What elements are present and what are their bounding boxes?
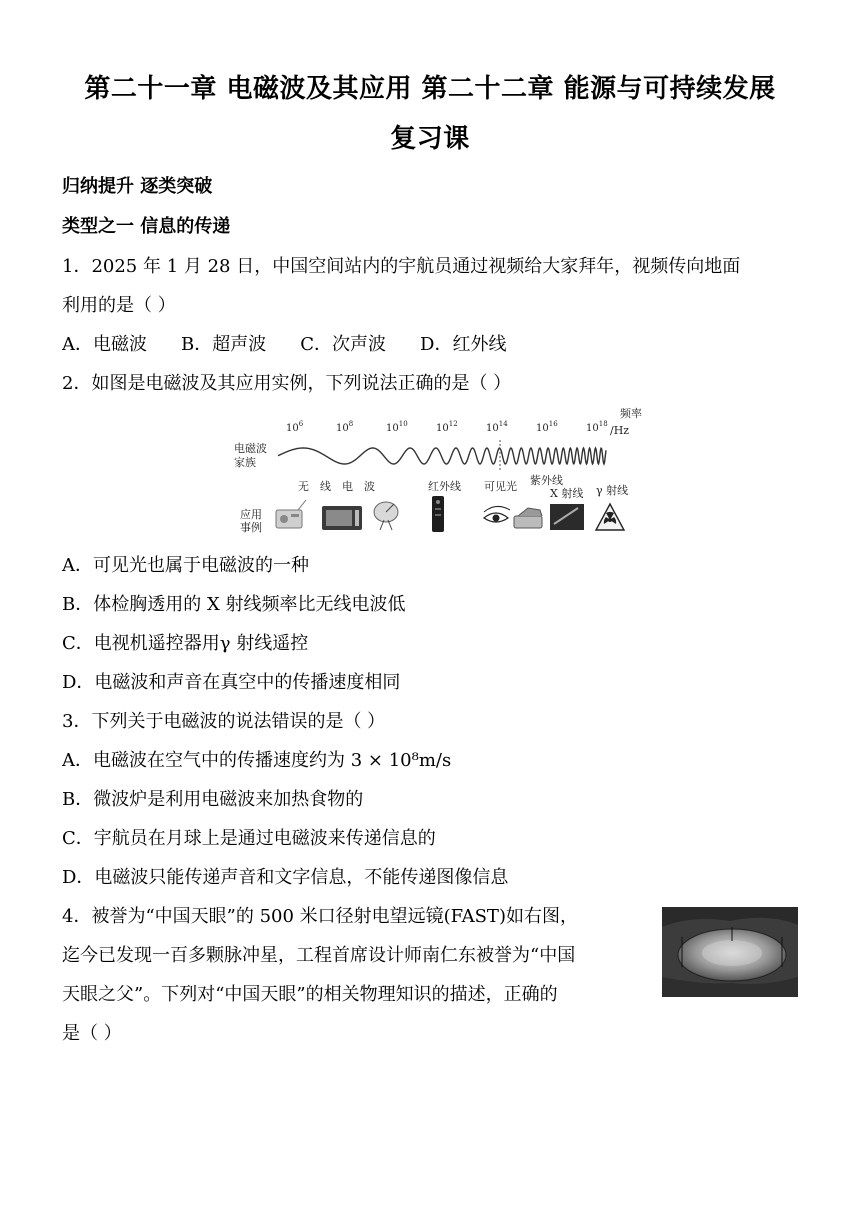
band-radio-label: 无 线 电 波 xyxy=(298,480,375,493)
tick-10-12: $10^{12}$ xyxy=(436,420,458,434)
q4-stem-line-1: 4．被誉为“中国天眼”的 500 米口径射电望远镜(FAST)如右图， xyxy=(62,906,578,927)
q3-option-d: D．电磁波只能传递声音和文字信息，不能传递图像信息 xyxy=(62,867,509,888)
q4-stem-line-4: 是（ ） xyxy=(62,1023,122,1044)
tick-10-14: $10^{14}$ xyxy=(486,420,508,434)
q2-stem: 2．如图是电磁波及其应用实例，下列说法正确的是（ ） xyxy=(62,373,512,394)
q2-option-d: D．电磁波和声音在真空中的传播速度相同 xyxy=(62,672,401,693)
band-xray-label: X 射线 xyxy=(550,487,584,500)
q1-option-c: C．次声波 xyxy=(300,334,387,355)
figure-app-label-1: 应用 xyxy=(240,508,262,521)
figure-family-label-1: 电磁波 xyxy=(234,442,267,455)
q2-option-a: A．可见光也属于电磁波的一种 xyxy=(62,555,309,576)
uv-sterilizer-icon xyxy=(514,508,542,528)
fast-telescope-photo xyxy=(662,907,798,997)
em-spectrum-figure xyxy=(228,404,648,534)
q1-options xyxy=(62,330,540,356)
eye-icon xyxy=(484,506,510,522)
radiation-hazard-icon xyxy=(596,504,624,530)
page-subtitle: 复习课 xyxy=(390,124,470,154)
q4-stem-line-2: 迄今已发现一百多颗脉冲星，工程首席设计师南仁东被誉为“中国 xyxy=(62,945,576,966)
figure-app-label-2: 事例 xyxy=(240,521,262,534)
band-visible-label: 可见光 xyxy=(484,480,517,493)
tick-10-8: $10^8$ xyxy=(336,420,354,434)
tick-10-6: $10^6$ xyxy=(286,420,304,434)
figure-family-label-2: 家族 xyxy=(234,456,256,469)
tick-10-18: $10^{18}$ xyxy=(586,420,608,434)
microwave-oven-icon xyxy=(322,506,362,530)
tick-10-16: $10^{16}$ xyxy=(536,420,558,434)
q2-option-c: C．电视机遥控器用γ 射线遥控 xyxy=(62,633,309,654)
em-wave-line xyxy=(278,448,606,464)
q3-option-c: C．宇航员在月球上是通过电磁波来传递信息的 xyxy=(62,828,436,849)
q1-option-d: D．红外线 xyxy=(420,334,507,355)
band-gamma-label: γ 射线 xyxy=(596,484,629,497)
section-heading: 归纳提升 逐类突破 xyxy=(62,176,213,197)
figure-freq-label-2: /Hz xyxy=(610,424,630,437)
radio-icon xyxy=(276,500,306,528)
q4-stem-line-3: 天眼之父”。下列对“中国天眼”的相关物理知识的描述，正确的 xyxy=(62,984,558,1005)
figure-freq-label-1: 频率 xyxy=(620,407,642,420)
q1-option-b: B．超声波 xyxy=(181,334,267,355)
q3-option-a: A．电磁波在空气中的传播速度约为 3 × 10⁸m/s xyxy=(62,750,452,771)
type-heading: 类型之一 信息的传递 xyxy=(62,216,231,237)
band-infrared-label: 红外线 xyxy=(428,480,461,493)
xray-film-icon xyxy=(550,504,584,530)
remote-control-icon xyxy=(432,496,444,532)
tick-10-10: $10^{10}$ xyxy=(386,420,408,434)
q1-option-a: A．电磁波 xyxy=(62,334,147,355)
q1-stem-line-1: 1．2025 年 1 月 28 日，中国空间站内的宇航员通过视频给大家拜年，视频传向地面 xyxy=(62,256,741,277)
band-uv-label: 紫外线 xyxy=(530,474,563,487)
page-title: 第二十一章 电磁波及其应用 第二十二章 能源与可持续发展 xyxy=(84,74,776,104)
q1-stem-line-2: 利用的是（ ） xyxy=(62,295,176,316)
q2-option-b: B．体检胸透用的 X 射线频率比无线电波低 xyxy=(62,594,406,615)
q3-option-b: B．微波炉是利用电磁波来加热食物的 xyxy=(62,789,364,810)
satellite-dish-icon xyxy=(374,502,398,530)
q3-stem: 3．下列关于电磁波的说法错误的是（ ） xyxy=(62,711,386,732)
